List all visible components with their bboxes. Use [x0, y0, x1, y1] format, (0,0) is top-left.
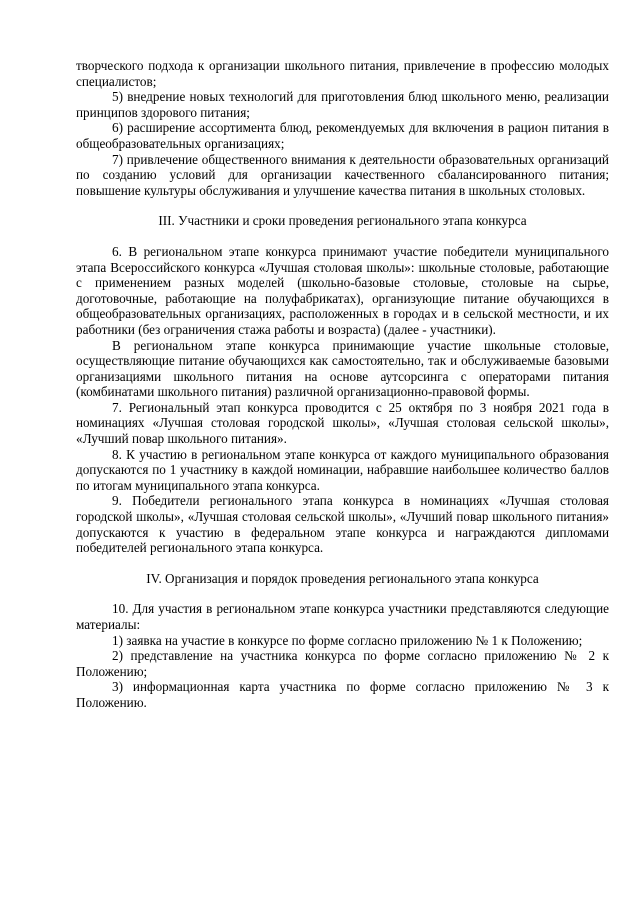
- list-item-1: 1) заявка на участие в конкурсе по форме согласно приложению № 1 к Положению;: [112, 632, 583, 648]
- paragraph-6-cont: В региональном этапе конкурса принимающие участие школьные столовые, осуществляющие питание обучающихся как самостоятельно, так и обслуживаемые базовыми организациями школьного питания на основе аутсорсинга с операторами питания (комбинатами школьного питания) различной организационно-правовой формы.: [76, 337, 609, 400]
- section-heading-4: IV. Организация и порядок проведения регионального этапа конкурса: [146, 570, 539, 586]
- list-item-2: 2) представление на участника конкурса по форме согласно приложению № 2 к Положению;: [76, 648, 609, 679]
- paragraph-item-6: 6) расширение ассортимента блюд, рекомендуемых для включения в рацион питания в общеобразовательных организациях;: [76, 120, 609, 151]
- section-heading-3: III. Участники и сроки проведения регионального этапа конкурса: [158, 213, 527, 229]
- document-page: [76, 58, 609, 711]
- paragraph-8: 8. К участию в региональном этапе конкурса от каждого муниципального образования допускаются по 1 участнику в каждой номинации, набравшие наибольшее количество баллов по итогам муниципального этапа конкурса.: [76, 446, 609, 493]
- paragraph-7: 7. Региональный этап конкурса проводится с 25 октября по 3 ноября 2021 года в номинациях «Лучшая столовая городской школы», «Лучшая столовая сельской школы», «Лучший повар школьного питания».: [76, 399, 609, 447]
- list-item-3: 3) информационная карта участника по форме согласно приложению № 3 к Положению.: [76, 679, 609, 710]
- paragraph-item-5: 5) внедрение новых технологий для приготовления блюд школьного меню, реализации принципов здорового питания;: [76, 89, 609, 120]
- paragraph-9: 9. Победители регионального этапа конкурса в номинациях «Лучшая столовая городской школы», «Лучшая столовая сельской школы», «Лучший повар школьного питания» допускаются к участию в федеральном этапе конкурса и награждаются дипломами победителей регионального этапа конкурса.: [76, 493, 609, 556]
- paragraph-10: 10. Для участия в региональном этапе конкурса участники представляются следующие материалы:: [76, 601, 609, 632]
- paragraph-item-7: 7) привлечение общественного внимания к деятельности образовательных организаций по созданию условий для организации качественного сбалансированного питания; повышение культуры обслуживания и улучшение качества питания в школьных столовых.: [76, 151, 609, 198]
- paragraph-continuation: творческого подхода к организации школьного питания, привлечение в профессию молодых специалистов;: [76, 58, 609, 89]
- paragraph-6: 6. В региональном этапе конкурса принимают участие победители муниципального этапа Всероссийского конкурса «Лучшая столовая школы»: школьные столовые, работающие с применением разных моделей (школьно-базовые столовые, столовые на сырье, доготовочные, работающие на полуфабрикатах), организующие питание обучающихся в общеобразовательных организациях, расположенных в городах и в сельской местности, и их работники (без ограничения стажа работы и возраста) (далее - участники).: [76, 243, 609, 337]
